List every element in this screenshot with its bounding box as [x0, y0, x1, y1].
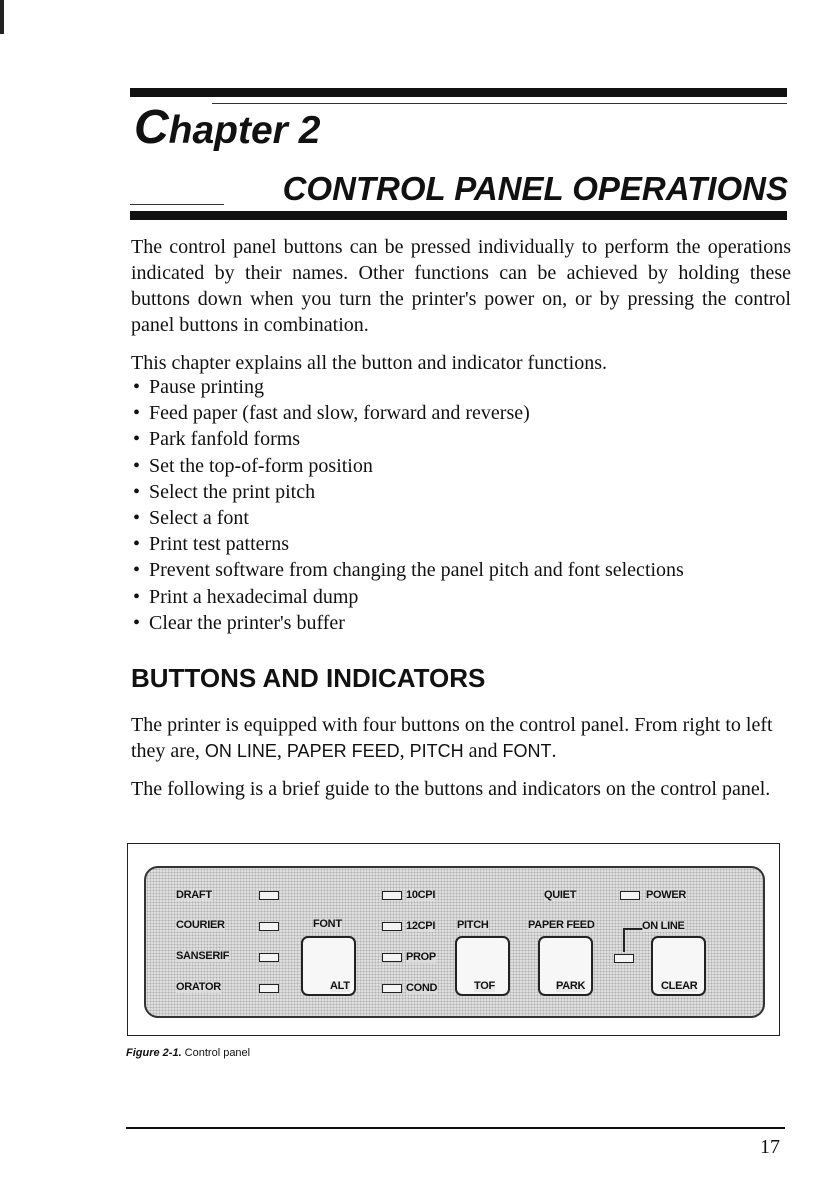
label-tof: TOF — [474, 980, 495, 992]
button-name-online: ON LINE — [204, 741, 277, 761]
intro-paragraph: The control panel buttons can be pressed individually to perform the operations indicated by their names. Other functions can be achieved by holding these buttons down when you turn the printer's power on, or by pressing the control panel buttons in combination. — [131, 236, 791, 336]
label-12cpi: 12CPI — [406, 920, 436, 932]
indicator-online — [614, 954, 634, 963]
button-name-font: FONT — [502, 741, 552, 761]
indicator-orator — [259, 984, 279, 993]
list-item: • Clear the printer's buffer — [131, 610, 791, 636]
chapter-heading — [134, 101, 321, 154]
function-list — [131, 374, 791, 636]
label-10cpi: 10CPI — [406, 889, 436, 901]
label-courier: COURIER — [176, 919, 225, 931]
indicator-cond — [382, 984, 402, 993]
header-rule-top — [130, 88, 787, 97]
chapter-initial: C — [134, 101, 169, 154]
label-font: FONT — [313, 918, 342, 930]
label-prop: PROP — [406, 951, 436, 963]
list-item: • Print a hexadecimal dump — [131, 584, 791, 610]
section-heading: BUTTONS AND INDICATORS — [131, 663, 486, 693]
list-item: • Select a font — [131, 505, 791, 531]
label-cond: COND — [406, 982, 438, 994]
list-item: • Select the print pitch — [131, 479, 791, 505]
indicator-courier — [259, 922, 279, 931]
label-quiet: QUIET — [544, 889, 577, 901]
header-rule-bottom — [130, 211, 787, 220]
label-park: PARK — [556, 980, 586, 992]
label-power: POWER — [646, 889, 687, 901]
list-item: • Print test patterns — [131, 531, 791, 557]
label-alt: ALT — [330, 980, 350, 992]
caption-text: Control panel — [181, 1047, 251, 1059]
button-name-pitch: PITCH — [409, 741, 464, 761]
indicator-draft — [259, 891, 279, 900]
section-paragraph-2: The following is a brief guide to the buttons and indicators on the control panel. — [131, 778, 771, 800]
online-bracket — [623, 928, 643, 952]
label-clear: CLEAR — [661, 980, 698, 992]
label-paper-feed: PAPER FEED — [528, 919, 595, 931]
indicator-power — [620, 891, 640, 900]
scan-edge-mark — [0, 0, 4, 34]
page-number: 17 — [760, 1136, 780, 1158]
figure-caption — [126, 1047, 250, 1059]
separator: and — [463, 740, 503, 762]
indicator-prop — [382, 953, 402, 962]
list-item: • Pause printing — [131, 374, 791, 400]
section-paragraph-text: The printer is equipped with four buttons on the control panel. From right to left they are, — [131, 714, 773, 762]
indicator-10cpi — [382, 891, 402, 900]
chapter-title: CONTROL PANEL OPERATIONS — [282, 170, 788, 207]
list-item: • Set the top-of-form position — [131, 453, 791, 479]
label-pitch: PITCH — [457, 919, 489, 931]
footer-rule — [126, 1127, 785, 1129]
separator: , — [276, 740, 287, 762]
button-name-paper-feed: PAPER FEED — [286, 741, 400, 761]
figure-frame — [127, 843, 780, 1036]
caption-label: Figure 2-1. — [126, 1047, 182, 1059]
control-panel-illustration — [144, 866, 765, 1018]
separator: , — [399, 740, 410, 762]
list-item: • Feed paper (fast and slow, forward and reverse) — [131, 400, 791, 426]
label-orator: ORATOR — [176, 981, 221, 993]
list-item: • Park fanfold forms — [131, 426, 791, 452]
indicator-12cpi — [382, 922, 402, 931]
label-sanserif: SANSERIF — [176, 950, 230, 962]
label-on-line: ON LINE — [642, 920, 685, 932]
header-rule-mid — [130, 204, 224, 205]
list-item: • Prevent software from changing the panel pitch and font selections — [131, 557, 791, 583]
chapter-number: hapter 2 — [168, 109, 321, 152]
indicator-sanserif — [259, 953, 279, 962]
section-paragraph — [131, 712, 791, 764]
intro-paragraph-2: This chapter explains all the button and indicator functions. — [131, 352, 607, 374]
separator: . — [551, 740, 557, 762]
label-draft: DRAFT — [176, 889, 212, 901]
